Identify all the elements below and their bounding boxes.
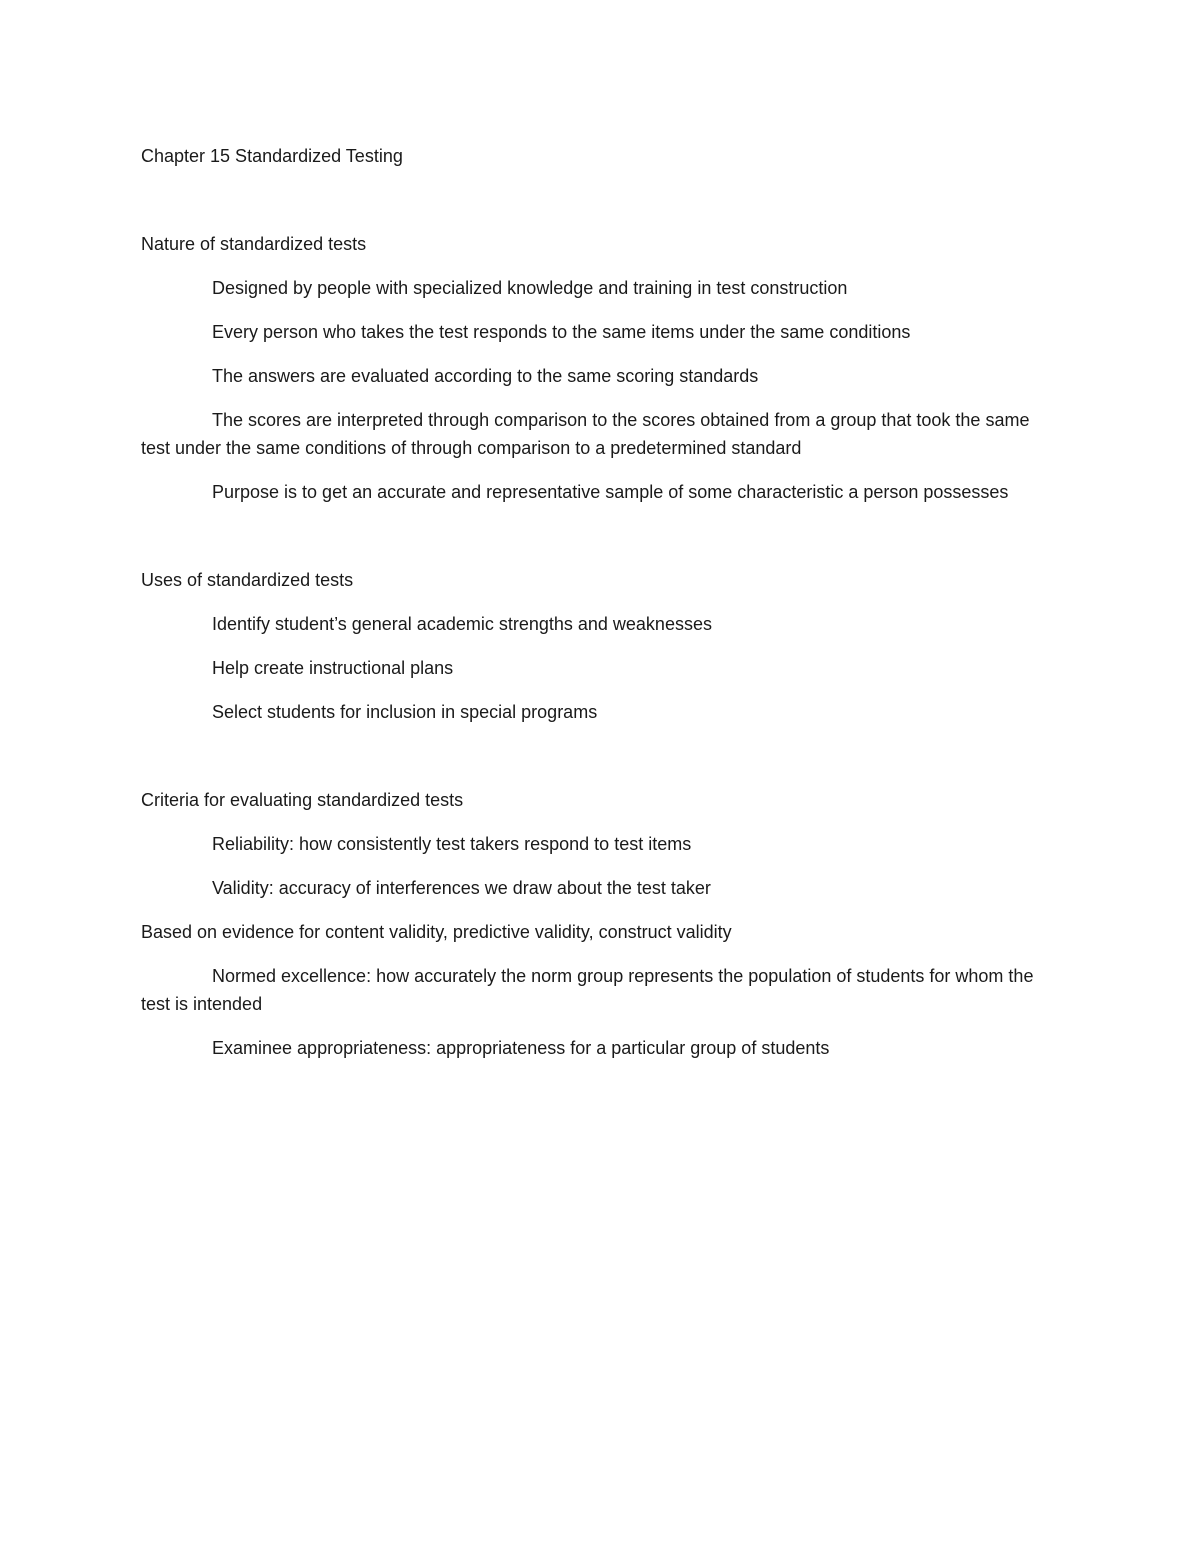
section-criteria	[141, 786, 1041, 1062]
paragraph: Select students for inclusion in special programs	[212, 702, 598, 722]
paragraph: Validity: accuracy of interferences we draw about the test taker	[212, 878, 711, 898]
section-heading: Criteria for evaluating standardized tests	[141, 790, 464, 810]
document-title: Chapter 15 Standardized Testing	[141, 146, 403, 166]
document-body	[141, 142, 1041, 1122]
paragraph: Identify student’s general academic strengths and weaknesses	[212, 614, 712, 634]
paragraph: The answers are evaluated according to the same scoring standards	[212, 366, 759, 386]
paragraph: Help create instructional plans	[212, 658, 454, 678]
paragraph: Normed excellence: how accurately the norm group represents the population of students for whom the test is intended	[141, 966, 1034, 1014]
paragraph: Every person who takes the test responds to the same items under the same conditions	[212, 322, 911, 342]
section-heading: Uses of standardized tests	[141, 570, 354, 590]
section-heading: Nature of standardized tests	[141, 234, 367, 254]
section-nature	[141, 230, 1041, 506]
section-uses	[141, 566, 1041, 726]
paragraph: Designed by people with specialized knowledge and training in test construction	[212, 278, 848, 298]
paragraph: Examinee appropriateness: appropriateness for a particular group of students	[212, 1038, 830, 1058]
paragraph: Based on evidence for content validity, predictive validity, construct validity	[141, 922, 732, 942]
paragraph: Purpose is to get an accurate and representative sample of some characteristic a person possesses	[212, 482, 1009, 502]
paragraph: Reliability: how consistently test takers respond to test items	[212, 834, 692, 854]
paragraph: The scores are interpreted through comparison to the scores obtained from a group that took the same test under the same conditions of through comparison to a predetermined standard	[141, 410, 1030, 458]
